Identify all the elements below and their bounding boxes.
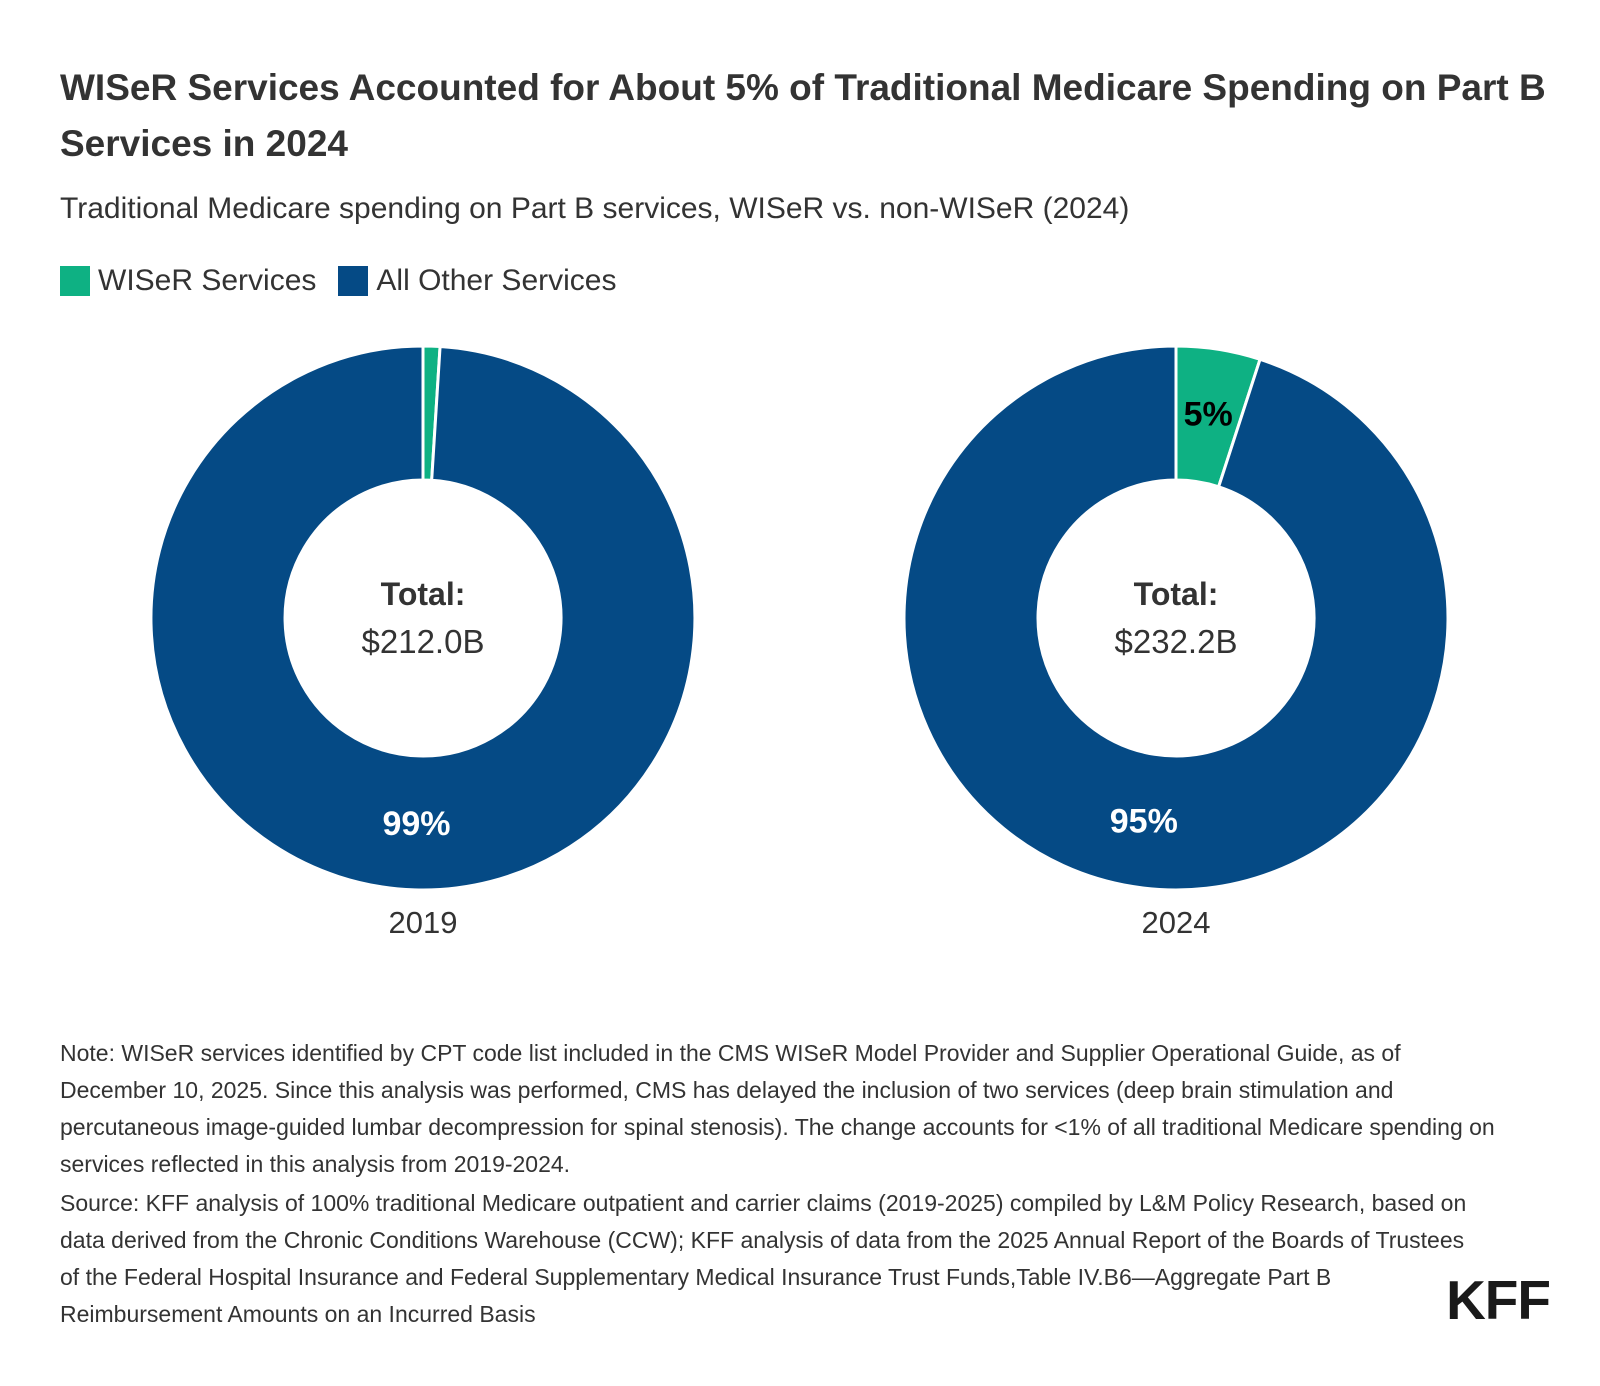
chart-subtitle: Traditional Medicare spending on Part B services, WISeR vs. non-WISeR (2024)	[60, 192, 1130, 225]
donut-chart-2019	[143, 338, 703, 978]
slice-percent-label: 95%	[1109, 802, 1178, 841]
legend-item-all-other-services[interactable]	[338, 264, 616, 298]
slice-percent-label: 99%	[382, 804, 451, 843]
year-label-2024: 2024	[1141, 905, 1211, 940]
legend	[60, 264, 616, 298]
kff-logo[interactable]: KFF	[1446, 1269, 1550, 1331]
total-label: Total:	[1133, 576, 1219, 612]
source-text: Source: KFF analysis of 100% traditional Medicare outpatient and carrier claims (2019-2025) compiled by L&M Policy Research, based on data derived from the Chronic Conditions Warehouse (CCW); KFF analysis of data from the 2025 Annual Report of the Boards of Trustees of the Federal Hospital Insurance and Federal Supplementary Medical Insurance Trust Funds,Table IV.B6—Aggregate Part B Reimbursement Amounts on an Incurred Basis	[60, 1190, 1467, 1327]
year-label-2019: 2019	[388, 905, 458, 940]
legend-label-wiser: WISeR Services	[98, 264, 317, 297]
legend-swatch-other-icon	[338, 266, 368, 296]
donut-svg-2024	[896, 338, 1456, 898]
slice-percent-label: 5%	[1183, 395, 1233, 434]
chart-title: WISeR Services Accounted for About 5% of Traditional Medicare Spending on Part B Services in 2024	[60, 67, 1546, 164]
legend-swatch-wiser-icon	[60, 266, 90, 296]
total-value: $212.0B	[361, 623, 485, 660]
total-label: Total:	[380, 576, 466, 612]
donut-svg-2019	[143, 338, 703, 898]
legend-item-wiser-services[interactable]	[60, 264, 316, 298]
donut-chart-2024	[896, 338, 1456, 978]
legend-label-other: All Other Services	[376, 264, 617, 297]
total-value: $232.2B	[1114, 623, 1238, 660]
note-text: Note: WISeR services identified by CPT code list included in the CMS WISeR Model Provider and Supplier Operational Guide, as of December 10, 2025. Since this analysis was performed, CMS has delayed the inclusion of two services (deep brain stimulation and percutaneous image-guided lumbar decompression for spinal stenosis). The change accounts for <1% of all traditional Medicare spending on services reflected in this analysis from 2019-2024.	[60, 1040, 1495, 1177]
